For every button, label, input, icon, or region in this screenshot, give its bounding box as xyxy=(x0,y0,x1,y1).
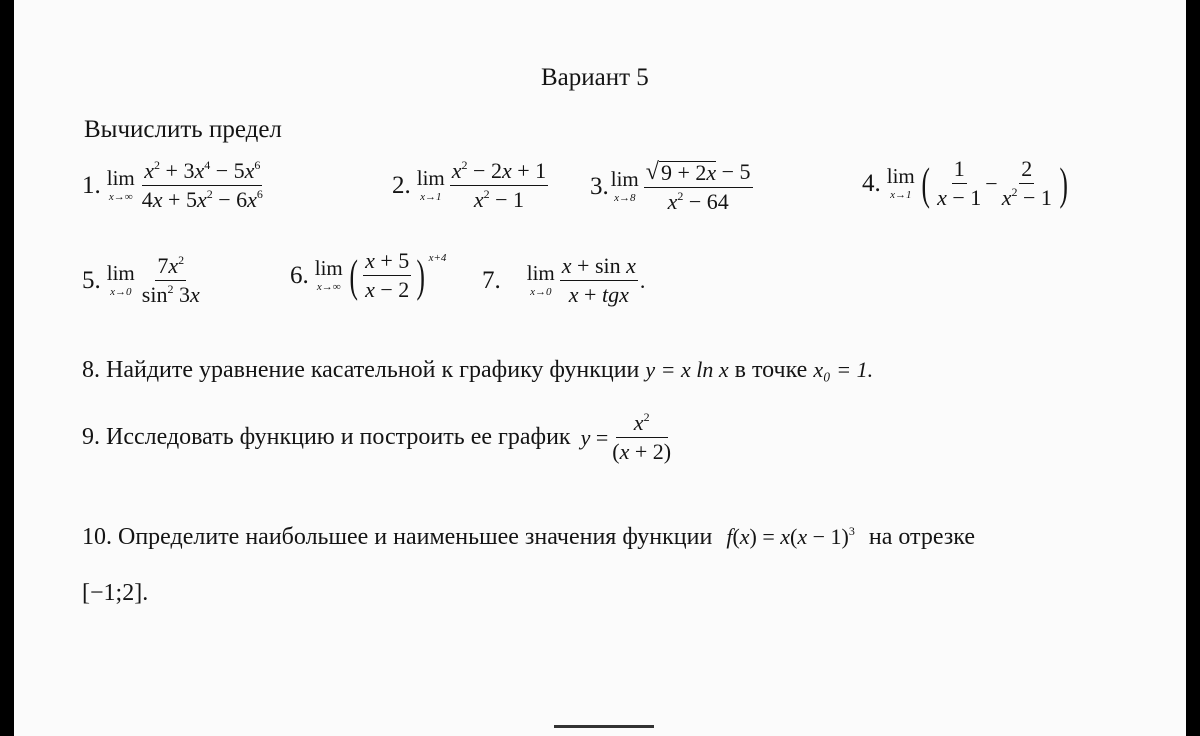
limit-problem-5 xyxy=(82,255,204,306)
page-title: Вариант 5 xyxy=(541,64,649,91)
section-heading: Вычислить предел xyxy=(84,116,282,143)
formula: y = x ln x xyxy=(645,357,729,382)
problem-number: 4. xyxy=(862,169,881,197)
fraction: $\frac{1}{x - 1}$ xyxy=(937,156,982,210)
cut-off-text xyxy=(554,725,654,728)
fraction: $\frac{2}{x^2 - 1}$ xyxy=(1001,156,1052,210)
limit-problem-3 xyxy=(590,160,755,213)
task-8 xyxy=(82,357,873,384)
task-10 xyxy=(82,524,975,551)
lim-operator: lim x→8 xyxy=(610,167,639,204)
lim-operator: lim x→0 xyxy=(106,261,135,298)
formula: $f(x) = x(x - 1)^3$ xyxy=(726,524,855,549)
limit-problem-7: 7. lim x→0 $\frac{\text{x + sin x}}{\text{x + tgx}}$ . xyxy=(482,253,646,307)
problem-number: 8. xyxy=(82,357,100,383)
lim-operator: lim x→0 xyxy=(526,261,555,298)
lim-operator: lim x→1 xyxy=(416,166,445,203)
task-text: на отрезке xyxy=(868,524,975,550)
fraction: $\frac{x + 5}{x - 2}$ xyxy=(365,248,410,302)
problem-number: 7. xyxy=(482,266,501,294)
lim-operator: lim x→∞ xyxy=(314,256,343,293)
limit-problem-6: 6. lim x→∞ ( $\frac{x + 5}{x - 2}$ ) x+4 xyxy=(290,248,447,302)
limit-problem-1 xyxy=(82,160,267,211)
task-text: Исследовать функцию и построить ее график xyxy=(106,424,571,450)
task-9 xyxy=(82,412,675,463)
task-text: в точке xyxy=(734,357,808,383)
task-text: Определите наибольшее и наименьшее значения функции xyxy=(118,524,713,550)
lim-operator: lim x→1 xyxy=(886,164,915,201)
fraction: $\frac{\text{x + sin x}}{\text{x + tgx}}$ xyxy=(561,253,636,307)
problem-number: 3. xyxy=(590,172,609,200)
lim-operator: lim x→∞ xyxy=(106,166,135,203)
fraction: $\frac{7x^2}{\sin^2 3x}$ xyxy=(141,253,200,307)
fraction: √ 9 + 2x − 5 $x^2 - 64$ xyxy=(645,159,751,214)
fraction: $\frac{x^2 + 3x^4 - 5x^6}{4x + 5x^2 - 6x^6}$ xyxy=(141,158,263,212)
problem-number: 2. xyxy=(392,171,411,199)
formula: y = xyxy=(580,424,609,450)
problem-number: 10. xyxy=(82,524,112,550)
formula: x₀ = 1. xyxy=(813,357,874,382)
limit-problem-2 xyxy=(392,160,550,211)
fraction: $\frac{x^2}{(x + 2)}$ xyxy=(612,410,672,464)
task-text: Найдите уравнение касательной к графику функции xyxy=(106,357,640,383)
interval: [−1;2]. xyxy=(82,580,149,606)
problem-number: 9. xyxy=(82,424,100,450)
problem-number: 1. xyxy=(82,171,101,199)
problem-number: 6. xyxy=(290,261,309,289)
problem-number: 5. xyxy=(82,266,101,294)
limit-problem-4: 4. lim x→1 ( $\frac{1}{x - 1}$ − $\frac{2}{x^2 - 1}$ ) xyxy=(862,156,1068,210)
worksheet-page xyxy=(14,0,1186,736)
fraction: $\frac{x^2 - 2x + 1}{x^2 - 1}$ xyxy=(451,158,547,212)
